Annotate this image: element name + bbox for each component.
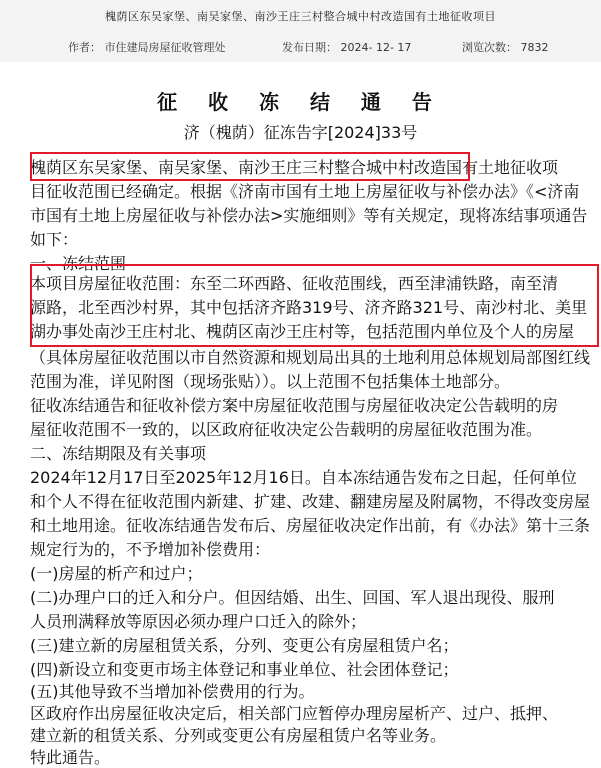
paragraph-line: （具体房屋征收范围以市自然资源和规划局出具的土地利用总体规划局部图红线: [30, 348, 591, 367]
paragraph-line: 屋征收范围不一致的，以区政府征收决定公告载明的房屋征收范围为准。: [30, 420, 543, 439]
view-count: 浏览次数： 7832: [462, 41, 549, 54]
author-info: 作者： 市住建局房屋征收管理处: [68, 41, 226, 54]
list-item: (二)办理户口的迁入和分户。但因结婚、出生、回国、军人退出现役、服刑: [30, 588, 555, 607]
paragraph-line: 范围为准，详见附图（现场张贴））。以上范围不包括集体土地部分。: [30, 372, 511, 391]
section-heading: 一、冻结范围: [30, 254, 127, 273]
paragraph-line: 区政府作出房屋征收决定后，相关部门应暂停办理房屋析产、过户、抵押、: [30, 704, 559, 723]
notice-number: 济（槐荫）征冻告字[2024]33号: [183, 123, 418, 142]
list-item: (五)其他导致不当增加补偿费用的行为。: [30, 682, 315, 701]
paragraph-line: 槐荫区东吴家堡、南吴家堡、南沙王庄三村整合城中村改造国有土地征收项: [30, 158, 559, 177]
list-item: (四)新设立和变更市场主体登记和事业单位、社会团体登记；: [30, 660, 459, 679]
article-title: 槐荫区东吴家堡、南吴家堡、南沙王庄三村整合城中村改造国有土地征收项目: [0, 0, 601, 34]
paragraph-line: 如下：: [30, 230, 79, 249]
list-item: (三)建立新的房屋租赁关系，分列、变更公有房屋租赁户名；: [30, 636, 459, 655]
paragraph-line: 和个人不得在征收范围内新建、扩建、改建、翻建房屋及附属物，不得改变房屋: [30, 492, 591, 511]
closing-line: 特此通告。: [30, 748, 111, 767]
paragraph-line: 人员刑满释放等原因必须办理户口迁入的除外；: [30, 612, 367, 631]
article-meta: [0, 34, 601, 62]
paragraph-line: 和土地用途。征收冻结通告发布后、房屋征收决定作出前，有《办法》第十三条: [30, 516, 591, 535]
paragraph-line: 市国有土地上房屋征收与补偿办法>实施细则》等有关规定，现将冻结事项通告: [30, 206, 588, 225]
paragraph-line: 本项目房屋征收范围：东至二环西路、征收范围线，西至津浦铁路，南至清: [30, 274, 559, 293]
publish-date: 发布日期： 2024- 12- 17: [282, 41, 412, 54]
paragraph-line: 建立新的租赁关系、分列或变更公有房屋租赁户名等业务。: [30, 726, 447, 745]
paragraph-line: 湖办事处南沙王庄村北、槐荫区南沙王庄村等，包括范围内单位及个人的房屋: [30, 322, 575, 341]
paragraph-line: 2024年12月17日至2025年12月16日。自本冻结通告发布之日起，任何单位: [30, 468, 577, 487]
paragraph-line: 征收冻结通告和征收补偿方案中房屋征收范围与房屋征收决定公告载明的房: [30, 396, 559, 415]
paragraph-line: 规定行为的，不予增加补偿费用：: [30, 540, 271, 559]
section-heading: 二、冻结期限及有关事项: [30, 444, 207, 463]
notice-title: 征 收 冻 结 通 告: [157, 90, 444, 114]
list-item: (一)房屋的析产和过户；: [30, 564, 203, 583]
paragraph-line: 目征收范围已经确定。根据《济南市国有土地上房屋征收与补偿办法》《<济南: [30, 182, 580, 201]
paragraph-line: 源路，北至西沙村界，其中包括济齐路319号、济齐路321号、南沙村北、美里: [30, 298, 588, 317]
